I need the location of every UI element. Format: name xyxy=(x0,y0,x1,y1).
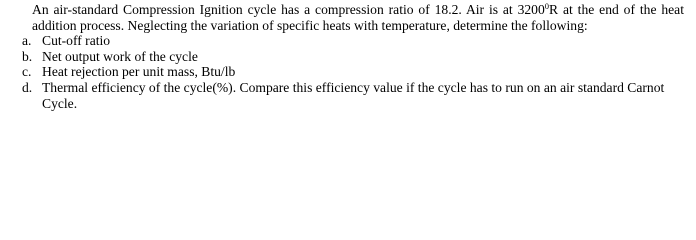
item-text: Net output work of the cycle xyxy=(42,48,198,64)
question-item-a xyxy=(22,33,686,49)
item-text: Thermal efficiency of the cycle(%). Compare this efficiency value if the cycle has to run on an air standard Carnot Cycle. xyxy=(42,79,665,111)
item-marker: c. xyxy=(22,64,32,80)
intro-text-end: R at the end of the heat addition process. Neglecting the variation of specific heats with temperature, determine the following: xyxy=(32,2,684,33)
item-marker: a. xyxy=(22,33,32,49)
intro-text-start: An air-standard Compression Ignition cycle has a compression ratio of 18.2. Air is at 3200 xyxy=(32,2,545,17)
problem-intro xyxy=(32,2,684,33)
item-marker: d. xyxy=(22,79,33,95)
question-item-b xyxy=(22,49,686,65)
item-marker: b. xyxy=(22,48,33,64)
question-item-c xyxy=(22,64,686,80)
question-list xyxy=(22,33,686,111)
item-text: Heat rejection per unit mass, Btu/lb xyxy=(42,64,236,80)
item-text: Cut-off ratio xyxy=(42,33,111,49)
question-item-d xyxy=(22,80,686,111)
degree-superscript: 0 xyxy=(544,1,550,11)
problem-statement xyxy=(22,2,686,111)
